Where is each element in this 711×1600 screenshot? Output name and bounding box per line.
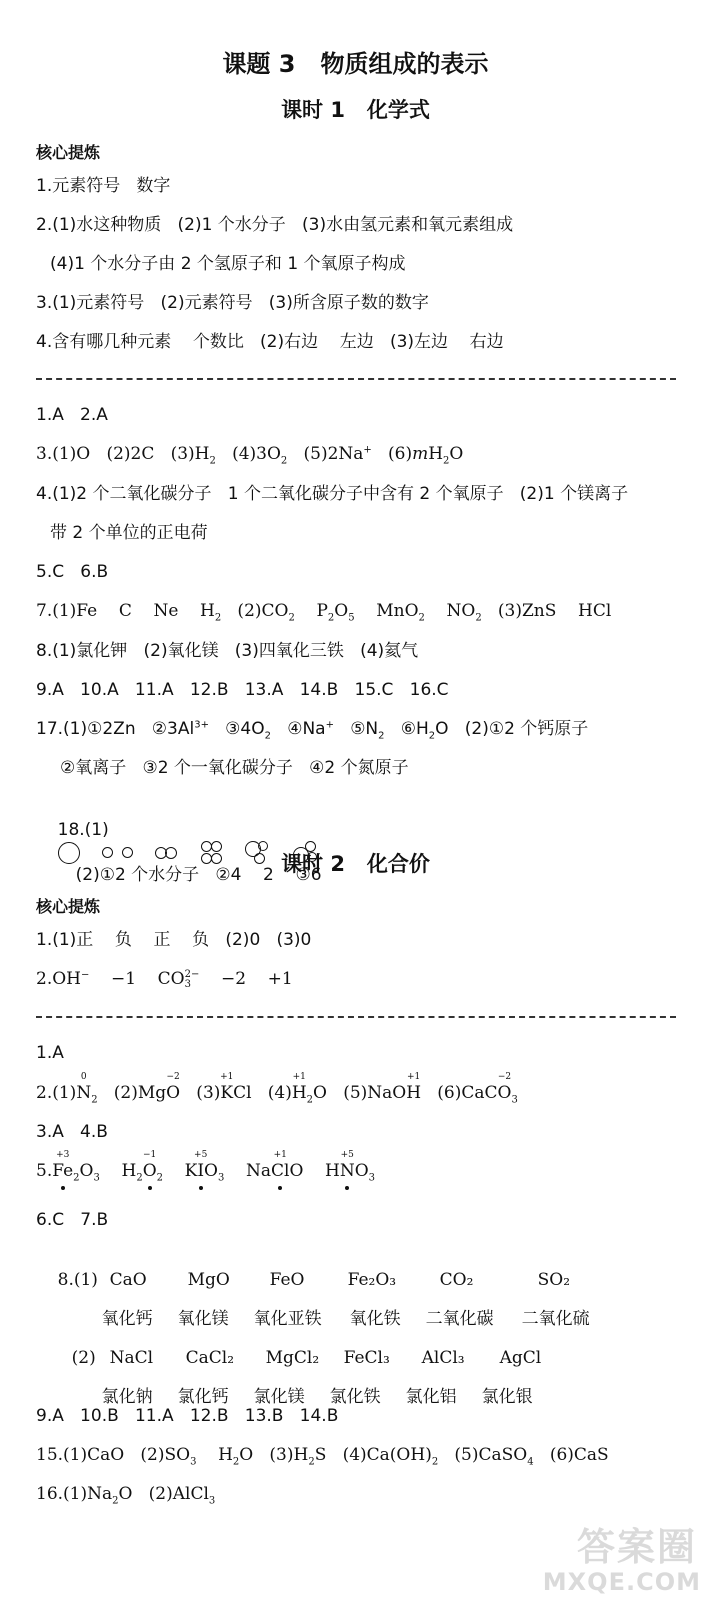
lesson2-answer-8-row4: 氯化钠 氯化钙 氯化镁 氯化铁 氯化铝 氯化银: [101, 1387, 533, 1408]
lesson2-answer-5: 5. +3 $Fe_2O_3$ $H_2$ −1 $O_2$ K +5 $IO_3$ Na +1 ClO H +5 $NO_3$: [36, 1150, 376, 1184]
lesson2-core-label: 核心提炼: [36, 897, 101, 916]
lesson2-title: 课时 2 化合价: [281, 852, 430, 876]
lesson1-answer-7: 7.(1)Fe C Ne $H_2$ $(2)CO_2$ $P_2O_5$ MnO$_2$ $NO_2$ (3)ZnS HCl: [36, 601, 612, 624]
lesson1-answer-8: 8.(1)氯化钾 (2)氧化镁 (3)四氧化三铁 (4)氦气: [36, 641, 419, 661]
lesson1-answer-3: 3.(1)O (2)2C $(3)H_2$ $(4)3O_2$ (5)2Na+ $(6)mH_2O$: [36, 444, 464, 467]
divider-2: [36, 1016, 676, 1018]
lesson2-core-2: 2.OH− −1 CO 2− 3 −2 +1: [36, 968, 293, 990]
lesson1-core-3: 3.(1)元素符号 (2)元素符号 (3)所含原子数的数字: [36, 293, 429, 313]
lesson2-answer-2: 2.(1) 0 $N_2$ (2)Mg −2 O (3) +1 KCl (4) +1 $H_2O$ (5)NaO +1 H (6)CaC −2 $O_3$: [36, 1072, 518, 1106]
lesson1-answer-17b: ②氧离子 ③2 个一氧化碳分子 ④2 个氮原子: [60, 758, 409, 778]
lesson2-core-1: 1.(1)正 负 正 负 (2)0 (3)0: [36, 930, 312, 950]
lesson1-answer-18: 18.(1) (2)①2 个水分子 ②4 2 ③6: [57, 820, 322, 885]
lesson1-answer-4b: 带 2 个单位的正电荷: [50, 523, 208, 543]
lesson1-title: 课时 1 化学式: [281, 98, 430, 122]
lesson2-answer-8-row3: (2) NaCl CaCl₂ MgCl₂ FeCl₃ AlCl₃ AgCl: [71, 1348, 542, 1369]
lesson1-answer-9: 9.A 10.A 11.A 12.B 13.A 14.B 15.C 16.C: [36, 680, 449, 700]
lesson1-answer-4: 4.(1)2 个二氧化碳分子 1 个二氧化碳分子中含有 2 个氧原子 (2)1 个镁离子: [36, 484, 629, 504]
lesson1-core-2: 2.(1)水这种物质 (2)1 个水分子 (3)水由氢元素和氧元素组成: [36, 215, 514, 235]
lesson2-answer-3: 3.A 4.B: [36, 1122, 108, 1142]
lesson1-answer-17: 17.(1)①2Zn $②3Al^{3+}$ $③4O_2$ ④Na+ $⑤N_2$ $⑥H_2O$ (2)①2 个钙原子: [36, 719, 589, 742]
lesson2-answer-8-row2: 氧化钙 氧化镁 氧化亚铁 氧化铁 二氧化碳 二氧化硫: [101, 1309, 590, 1330]
lesson2-answer-8-row1: 8.(1) CaO MgO FeO Fe₂O₃ CO₂ SO₂: [57, 1270, 571, 1291]
lesson1-core-2b: (4)1 个水分子由 2 个氢原子和 1 个氧原子构成: [50, 254, 406, 274]
divider: [36, 378, 676, 380]
lesson1-answer-5: 5.C 6.B: [36, 562, 109, 582]
page-title: 课题 3 物质组成的表示: [222, 50, 489, 78]
watermark-logo: 答案圈 MXQE.COM: [542, 1525, 701, 1596]
lesson1-core-label: 核心提炼: [36, 143, 101, 162]
lesson2-answer-16: $16.(1)Na_2O$ (2)AlCl$_3$: [36, 1484, 216, 1507]
lesson2-answer-9: 9.A 10.B 11.A 12.B 13.B 14.B: [36, 1406, 339, 1426]
lesson2-answer-15: 15.(1)CaO $(2)SO_3$ $H_2O$ $(3)H_2S$ $(4)Ca(OH)_2$ (5)CaSO$_4$ (6)CaS: [36, 1445, 609, 1468]
lesson1-answer-1: 1.A 2.A: [36, 405, 108, 425]
lesson2-answer-1: 1.A: [36, 1043, 64, 1063]
lesson1-core-1: 1.元素符号 数字: [36, 176, 171, 196]
lesson1-core-4: 4.含有哪几种元素 个数比 (2)右边 左边 (3)左边 右边: [36, 332, 504, 352]
lesson2-answer-6: 6.C 7.B: [36, 1210, 109, 1230]
